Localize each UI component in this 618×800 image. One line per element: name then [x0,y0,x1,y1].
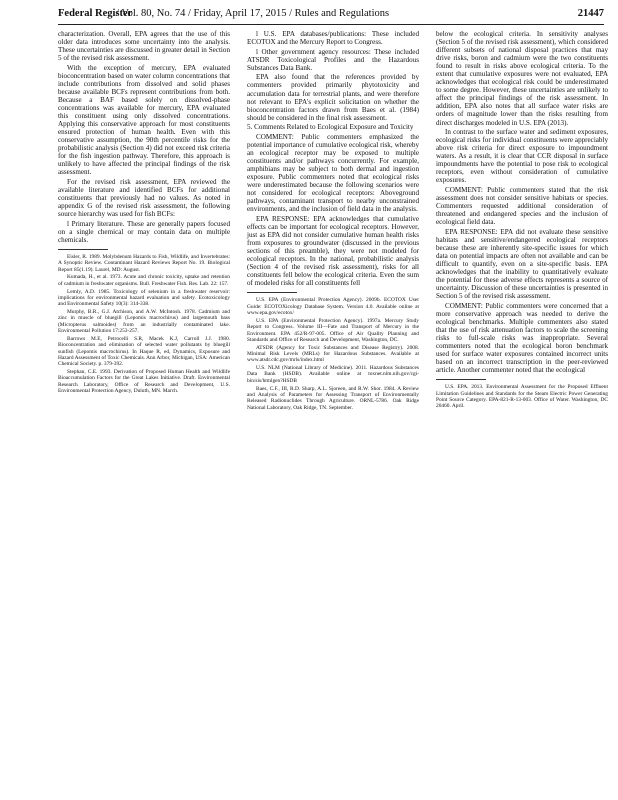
footnote: U.S. EPA. 2013. Environmental Assessment for the Proposed Effluent Limitation Guidelines and Standards for the Steam Electric Power Generating Point Source Category. EPA-821-R-13-003. Office of Water. Washington, DC 20460. April. [436,384,608,410]
list-item: l U.S. EPA databases/publications: These included ECOTOX and the Mercury Report to Congress. [247,30,419,47]
section-heading: 5. Comments Related to Ecological Exposure and Toxicity [247,123,414,132]
footnote: Barrows M.E, Petrocelli S.R, Macek K.J, Carroll J.J. 1980. Bioconcentration and elimination of selected water pollutants by bluegill sunfish (Lepomis macrochirus). In Haque R, ed, Dynamics, Exposure and Hazard Assessment of Toxic Chemicals. Ann Arbor, Michigan, USA: American Chemical Society. p. 379-392. [58,335,230,368]
publication-title: Federal Register [58,8,133,19]
paragraph: below the ecological criteria. In sensitivity analyses (Section 5 of the revised risk assessment), which considered different subsets of national disposal practices that may drive risks, boron and cadmium were the two constituents found to result in risks above ecological criteria. To the extent that cumulative exposures were not evaluated, EPA acknowledges that ecological risk could be underestimated to some degree. However, these uncertainties are unlikely to affect the principal findings of the risk assessment. In addition, EPA also notes that all surface water risks are orders of magnitude lower than the risks resulting from direct discharges modeled in U.S. EPA (2013). [436,30,608,127]
footnote: Baes, C.F., III, R.D. Sharp, A.L. Sjoreen, and R.W. Shor. 1984. A Review and Analysis of Parameters for Assessing Transport of Environmentally Released Radionuclides Through Agriculture. ORNL-5786. Oak Ridge National Laboratory, Oak Ridge, TN. September. [247,385,419,411]
paragraph: With the exception of mercury, EPA evaluated bioconcentration based on water column concentrations that include contributions from dissolved and solid phases because available BCFs represent contributions from both. Because a BAF based solely on dissolved-phase concentrations was available for mercury, EPA evaluated this constituent using only dissolved concentrations. Applying this conservative approach for most constituents ensured protection of human health. Even with this conservative assumption, the 90th percentile risks for the probabilistic analysis (Section 4) did not exceed risk criteria for the fish ingestion pathway. Therefore, this approach is unlikely to have affected the principal findings of the risk assessment. [58,63,230,177]
footnote: Eisler, R. 1989. Molybdenum Hazards to Fish, Wildlife, and Invertebrates: A Synoptic Review. Contaminant Hazard Reviews Report No. 19. Biological Report 85(1.19). Laurel, MD: August. [58,254,230,273]
list-item: l Primary literature. These are generally papers focused on a single chemical or may contain data on multiple chemicals. [58,219,230,244]
paragraph: EPA also found that the references provided by commenters provided primarily phytotoxicity and accumulation data for terrestrial plants, and were therefore not relevant to EPA's explicit solicitation on whether the bioconcentration factors drawn from Baes et al. (1984) should be considered in the final risk assessment. [247,73,419,122]
page-number: 21447 [577,8,604,19]
footnote: Lemly, A.D. 1985. Toxicology of selenium in a freshwater reservoir: implications for environmental hazard evaluation and safety. Ecotoxicology and Environmental Safety 10(3): 314-338. [58,288,230,308]
issue-citation: / Vol. 80, No. 74 / Friday, April 17, 2015 / Rules and Regulations [116,8,390,19]
header-rule [58,24,604,25]
footnote-separator [58,249,108,250]
footnote-separator [436,379,486,380]
column-3 [436,30,608,794]
footnote: Kumada, H., et al. 1973. Acute and chronic toxicity, uptake and retention of cadmium in freshwater organisms. Bull. Freshwater Fish. Res. Lab. 22: 157. [58,274,230,287]
paragraph: COMMENT: Public commenters stated that the risk assessment does not consider sensitive habitats or species. Commenters requested additional consideration of threatened and endangered species and the inclusion of ecological field data. [436,186,608,227]
paragraph: In contrast to the surface water and sediment exposures, ecological risks for individual constituents were appreciably above risk criteria for direct exposure to impoundment waters. As a result, it is clear that CCR disposal in surface impoundments have the potential to pose risk to ecological receptors, even without consideration of cumulative exposures. [436,128,608,185]
page-header [58,8,604,22]
paragraph: EPA RESPONSE: EPA did not evaluate these sensitive habitats and sensitive/endangered ecological receptors because these are inherently site-specific issues for which data on potential impacts are often not available and can be difficult to quantify, even on a site-specific basis. EPA acknowledges that the inability to quantitatively evaluate the potential for these adverse effects represents a source of uncertainty. Discussion of these uncertainties is presented in Section 5 of the revised risk assessment. [436,227,608,301]
footnote: U.S. EPA (Environmental Protection Agency). 1997a. Mercury Study Report to Congress. Volume III—Fate and Transport of Mercury in the Environment. EPA 452/R-97-005. Office of Air Quality Planning and Standards and Office of Research and Development, Washington, DC. [247,317,419,343]
paragraph: characterization. Overall, EPA agrees that the use of this older data introduces some uncertainty into the analysis. These uncertainties are discussed in greater detail in Section 5 of the revised risk assessment. [58,30,230,63]
footnote: Murphy, B.R., G.J. Atchison, and A.W. McIntosh. 1978. Cadmium and zinc in muscle of bluegill (Lepomis macrochirus) and largemouth bass (Micropterus salmoides) from an industrially contaminated lake. Environmental Pollution 17:253-257. [58,309,230,335]
footnote: U.S. EPA (Environmental Protection Agency). 2009b. ECOTOX User Guide: ECOTOXicology Database System. Version 4.0. Available online at www.epa.gov/ecotox/ [247,297,419,317]
paragraph: EPA RESPONSE: EPA acknowledges that cumulative effects can be important for ecological receptors. However, just as EPA did not consider cumulative human health risks from exposures to groundwater (discussed in the previous sections of this preamble), they were not modeled for ecological receptors. In the national, probabilistic analysis (Section 4 of the revised risk assessment), risks for all constituents fell below the ecological criteria. Even the sum of modeled risks for all constituents fell [247,215,419,288]
footnote-separator [247,292,297,293]
paragraph: COMMENT: Public commenters were concerned that a more conservative approach was needed to derive the ecological benchmarks. Multiple commenters also stated that the use of risk attenuation factors to scale the screening risks to full-scale risks was inappropriate. Several commenters noted that the ecological boron benchmark used for surface water exposures contained incorrect units based on an incorrect transcription in the peer-reviewed article. Another commenter noted that the ecological [436,301,608,375]
column-2 [247,30,419,794]
paragraph: For the revised risk assessment, EPA reviewed the available literature and identified BCFs for additional constituents that previously had no values. As noted in appendix G of the revised risk assessment, the following source hierarchy was used for fish BCFs: [58,178,230,219]
column-1 [58,30,230,794]
list-item: l Other government agency resources: These included ATSDR Toxicological Profiles and the Hazardous Substances Data Bank. [247,47,419,72]
paragraph: COMMENT: Public commenters emphasized the potential importance of cumulative ecological risk, whereby an ecological receptor may be exposed to multiple constituents and/or pathways concurrently. For example, amphibians may be subject to both dermal and ingestion exposure. Public commenters noted that ecological risks were underestimated because the following scenarios were not considered for ecological receptors: Aboveground pathways, contaminant transport to nearby unconstrained environments, and the inclusion of field data in the analysis. [247,132,419,214]
footnote: ATSDR (Agency for Toxic Substances and Disease Registry). 2008. Minimal Risk Levels (MRLs) for Hazardous Substances. Available at www.atsdr.cdc.gov/mrls/index.html [247,344,419,364]
footnote: U.S. NLM (National Library of Medicine). 2011. Hazardous Substances Data Bank (HSDB). Available online at toxnet.nlm.nih.gov/cgi-bin/sis/htmlgen?HSDB [247,365,419,384]
footnote: Stephan, C.E. 1993. Derivation of Proposed Human Health and Wildlife Bioaccumulation Factors for the Great Lakes Initiative. Draft. Environmental Research Laboratory, Office of Research and Development, U.S. Environmental Protection Agency, Duluth, MN. March. [58,369,230,394]
